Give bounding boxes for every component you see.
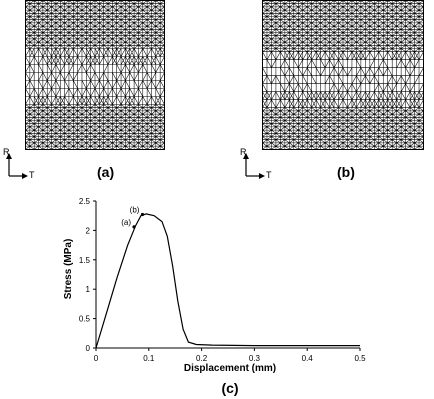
axis-t-label: T <box>266 170 272 180</box>
annotation-point <box>132 225 135 228</box>
mesh-panel-b <box>262 0 424 150</box>
annotation-label: (b) <box>129 205 140 215</box>
y-tick-label: 0.5 <box>78 314 90 324</box>
axis-symbol-b <box>240 147 273 182</box>
y-tick-label: 2 <box>85 226 90 236</box>
mesh-grid <box>26 1 165 150</box>
annotation-point <box>141 213 144 216</box>
mesh-image-a <box>25 0 165 150</box>
x-axis-label: Displacement (mm) <box>183 363 277 374</box>
x-tick-label: 0.4 <box>301 354 313 363</box>
x-tick-label: 0.5 <box>354 354 366 363</box>
axis-symbol-a <box>3 147 36 182</box>
y-tick-label: 1 <box>85 285 90 295</box>
x-tick-label: 0.3 <box>248 354 260 363</box>
panel-label-a: (a) <box>97 164 115 180</box>
y-tick-label: 0 <box>85 344 90 353</box>
axis-r-label: R <box>240 147 247 157</box>
chart-series <box>96 214 360 348</box>
axis-t-label: T <box>29 170 35 180</box>
mesh-grid <box>263 1 424 150</box>
x-tick-label: 0.1 <box>143 354 155 363</box>
y-tick-label: 1.5 <box>78 255 90 265</box>
x-tick-label: 0.2 <box>196 354 208 363</box>
annotation-label: (a) <box>121 217 132 227</box>
mesh-panel-a <box>25 0 165 150</box>
axis-r-label: R <box>3 147 10 157</box>
series-line <box>96 214 360 348</box>
mesh-image-b <box>262 0 424 150</box>
panel-label-c: (c) <box>221 380 239 396</box>
panel-label-b: (b) <box>337 164 355 180</box>
y-axis-label: Stress (MPa) <box>63 238 74 300</box>
x-tick-label: 0 <box>93 354 99 363</box>
chart-axes <box>96 201 360 348</box>
stress-displacement-chart <box>0 190 434 399</box>
y-tick-label: 2.5 <box>78 197 90 206</box>
